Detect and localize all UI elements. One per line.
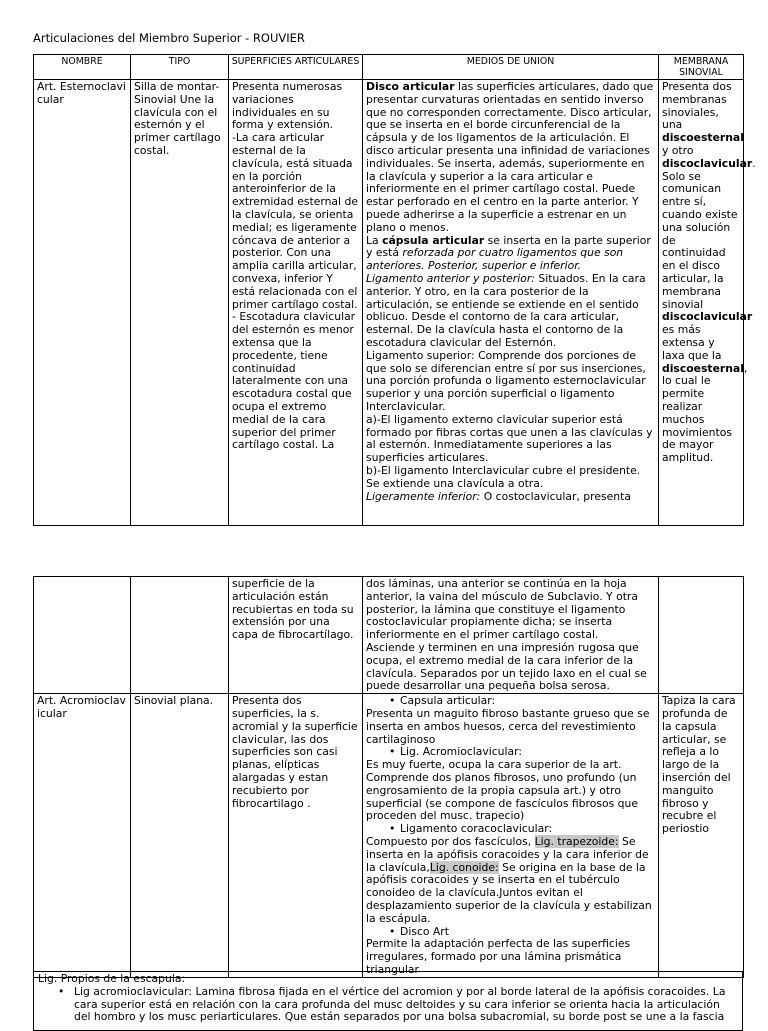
header-tipo: TIPO	[131, 55, 229, 80]
highlight-conoide: Lig. conoide:	[429, 860, 499, 874]
cell-medios: dos láminas, una anterior se continúa en la hoja anterior, la vaina del músculo de Subclavio. Y otra posterior, la lámina que constituye el ligamento costoclavicular propiamente dicha; se inserta inferiormente en el primer cartílago costal. Asciende y terminen en una impresión rugosa que ocupa, el extremo medial de la cara inferior de la clavícula. Separados por un tejido laxo en el cual se puede desarrollar una pequeña bolsa serosa.	[363, 577, 659, 694]
text-acromioclavicular: Es muy fuerte, ocupa la cara superior de la art. Comprende dos planos fibrosos, uno profundo (un engrosamiento de la propia capsula art.) y otro superficial (se compone de fascículos fibrosos que proceden del musc. trapecio)	[366, 758, 638, 823]
scapula-ligaments-section	[33, 971, 743, 1031]
bullet-capsula: • Capsula articular:	[366, 695, 655, 708]
cell-superficies: Presenta dos superficies, la s. acromial y la superficie clavicular, las dos superficies son casi planas, elípticas alargadas y estan recubierto por fibrocartilago .	[229, 694, 363, 978]
medios-p5: a)-El ligamento externo clavicular superior está formado por fibras cortas que unen a las clavículas y al esternón. Inmediatamente superiores a las superficies articulares.	[366, 412, 653, 465]
cell-medios	[363, 694, 659, 978]
joints-table-part-2	[33, 576, 744, 978]
cell-superficies: superficie de la articulación están recubiertas en toda su extensión por una capa de fibrocartílago.	[229, 577, 363, 694]
table-row-acromioclavicular	[34, 694, 744, 978]
medios-p2: La cápsula articular se inserta en la parte superior y está reforzada por cuatro ligamentos que son anteriores. Posterior, superior e inferior.	[366, 233, 651, 273]
header-medios: MEDIOS DE UNION	[363, 55, 659, 80]
cell-tipo: Silla de montar- Sinovial Une la clavícula con el esternón y el primer cartílago costal.	[131, 80, 229, 526]
cell-nombre: Art. Esternoclavicular	[34, 80, 131, 526]
text-coracoclavicular: Compuesto por dos fascículos, Lig. trapezoide: Se inserta en la apófisis coracoides y la cara inferior de la clavícula,Lig. conoide: Se origina en la base de la apófisis coracoides y se inserta en el tubérculo conoideo de la clavícula.Juntos evitan el desplazamiento superior de la clavícula y estabilizan la escápula.	[366, 834, 652, 925]
header-superficies: SUPERFICIES ARTICULARES	[229, 55, 363, 80]
medios-p4: Ligamento superior: Comprende dos porciones de que solo se diferencian entre sí por sus inserciones, una porción profunda o ligamento esternoclavicular superior y una porción superficial o ligamento Interclavicular.	[366, 348, 646, 413]
medios-p3: Ligamento anterior y posterior: Situados. En la cara anterior. Y otro, en la cara posterior de la articulación, se entiende se extiende en el sentido oblicuo. Desde el contorno de la cara articular, esternal. De la clavícula hasta el contorno de la escotadura clavicular del Esternón.	[366, 271, 646, 349]
medios-p6: b)-El ligamento Interclavicular cubre el presidente. Se extiende una clavícula a otra.	[366, 463, 641, 490]
cell-sinovial: Presenta dos membranas sinoviales, una discoesternal y otro discoclavicular. Solo se comunican entre sí, cuando existe una solución de continuidad en el disco articular, la membrana sinovial discoclavicular es más extensa y laxa que la discoesternal, lo cual le permite realizar muchos movimientos de mayor amplitud.	[659, 80, 744, 526]
cell-nombre: Art. Acromioclavicular	[34, 694, 131, 978]
document-title: Articulaciones del Miembro Superior - ROUVIER	[33, 31, 305, 45]
cell-medios	[363, 80, 659, 526]
text-disco: Permite la adaptación perfecta de las superficies irregulares, formado por una lámina prismática triangular	[366, 937, 631, 976]
text-capsula: Presenta un maguito fibroso bastante grueso que se inserta en ambos huesos, cerca del revestimiento cartilaginoso	[366, 706, 650, 746]
cell-nombre-empty	[34, 577, 131, 694]
bullet-disco: • Disco Art	[366, 926, 655, 939]
medios-p1: Disco articular las superficies articulares, dado que presentar curvaturas orientadas en sentido inverso que no corresponden correctamente. Disco articular, que se inserta en el borde circunferencial de la cápsula y de los ligamentos de la articulación. El disco articular presenta una infinidad de variaciones individuales. Se inserta, además, superiormente en la clavícula y superior a la cara articular e inferiormente en el primer cartílago costal. Puede estar perforado en el centro en la parte anterior. Y puede adherirse a la superficie a estrenar en un plano o menos.	[366, 80, 654, 234]
header-nombre: NOMBRE	[34, 55, 131, 80]
cell-superficies: Presenta numerosas variaciones individuales en su forma y extensión. -La cara articular esternal de la clavícula, está situada en la porción anteroinferior de la extremidad esternal de la clavícula, se orienta medial; es ligeramente cóncava de anterior a posterior. Con una amplia carilla articular, convexa, inferior Y está relacionada con el primer cartílago costal. - Escotadura clavicular del esternón es menor extensa que la procedente, tiene continuidad lateralmente con una escotadura costal que ocupa el extremo medial de la cara superior del primer cartílago costal. La	[229, 80, 363, 526]
bullet-acromioclavicular: • Lig. Acromioclavicular:	[366, 746, 655, 759]
list-item: • Lig acromioclavicular: Lamina fibrosa fijada en el vértice del acromion y por al borde lateral de la apófisis coracoides. La cara superior está en relación con la cara profunda del musc deltoides y su cara inferior se orienta hacia la articulación del hombro y los musc periarticulares. Que están separados por una bolsa subacromial, su borde post se une a la fascia	[38, 986, 738, 1024]
section-heading: Lig. Propios de la escapula:	[38, 972, 186, 985]
cell-tipo-empty	[131, 577, 229, 694]
cell-sinovial-empty	[659, 577, 744, 694]
table-row-continuation	[34, 577, 744, 694]
highlight-trapezoide: Lig. trapezoide:	[534, 834, 619, 848]
joints-table-part-1	[33, 54, 756, 526]
table-header-row	[34, 55, 744, 80]
medios-p7: Ligeramente inferior: O costoclavicular, presenta	[366, 489, 631, 503]
header-sinovial: MEMBRANA SINOVIAL	[659, 55, 744, 80]
bullet-coracoclavicular: • Ligamento coracoclavicular:	[366, 823, 655, 836]
table-row-esternoclavicular	[34, 80, 744, 526]
cell-tipo: Sinovial plana.	[131, 694, 229, 978]
cell-sinovial: Tapiza la cara profunda de la capsula articular, se refleja a lo largo de la inserción del manguito fibroso y recubre el periostio	[659, 694, 744, 978]
